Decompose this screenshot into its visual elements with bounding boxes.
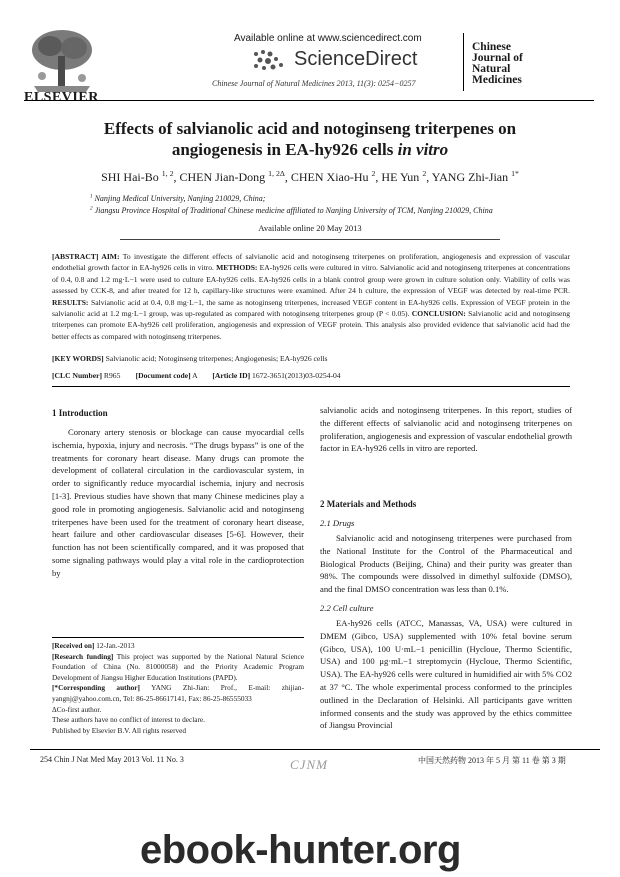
author-list: SHI Hai-Bo $^{1, 2}$, CHEN Jian-Dong $^{1, 2\Delta}$, CHEN Xiao-Hu $^2$, HE Yun $^2$, YANG Zhi-Jian $^{1*}$ [101, 169, 519, 184]
available-online-link[interactable]: Available online at www.sciencedirect.com [234, 33, 422, 44]
abstract: [ABSTRACT] AIM: To investigate the different effects of salvianolic acid and notoginseng triterpenes on proliferation, angiogenesis and expression of vascular endothelial growth factor in EA-hy926 cells in vitro. METHODS: EA-hy926 cells were cultured in vitro. Salvianolic acid and notoginseng triterpenes at concentrations of 0.4, 0.8 and 1.2 mg·L−1 were used to culture EA-hy926 cells. EA-hy926 cells in a blank control group were grown in culture solution only. Viability of cells was assessed by CCK-8, and after treated for 12 h, capillary-like structures were examined. After 24 h culture, the expression of VEGF was detected by real-time PCR. RESULTS: Salvianolic acid at 0.4, 0.8 mg·L−1, the same as notoginseng triterpenes, increased VEGF content in EA-hy926 cells. Expression of VEGF protein in the salvianolic acid at 1.2 mg·L−1 group, was up-regulated as compared with notoginseng triterpenes group (P < 0.05). CONCLUSION: Salvianolic acid and notoginseng triterpenes can promote EA-hy926 cell proliferation, angiogenesis and expression of VEGF protein. This analysis also provided evidence that salvianolic acid had the better effects as compared with notoginseng triterpenes. [52, 252, 571, 341]
methods-heading: 2 Materials and Methods [320, 499, 417, 509]
abstract-top-rule [120, 239, 500, 240]
journal-citation: Chinese Journal of Natural Medicines 2013, 11(3): 0254−0257 [212, 79, 416, 88]
elsevier-tree-logo [26, 26, 98, 94]
abstract-bottom-rule [52, 386, 570, 387]
available-online-date: Available online 20 May 2013 [258, 223, 362, 233]
watermark-text: ebook-hunter.org [140, 828, 461, 872]
footer-rule [30, 749, 600, 750]
footnote-rule [52, 637, 304, 638]
sciencedirect-dots-icon [250, 48, 290, 72]
publisher-name: ELSEVIER [24, 90, 99, 105]
cell-culture-heading: 2.2 Cell culture [320, 603, 374, 613]
article-title: Effects of salvianolic acid and notoginseng triterpenes on angiogenesis in EA-hy926 cells in vitro [103, 119, 517, 159]
cell-culture-text: EA-hy926 cells (ATCC, Manassas, VA, USA) were cultured in DMEM (Gibco, USA) supplemented with 10% fetal bovine serum (Gibco, USA), 100 U·mL−1 penicillin (Hycloue, Thermo Scientific, USA) and 100 μg·mL−1 streptomycin (Hycloue, Thermo Scientific, USA). The EA-hy926 cells were cultured in humidified air with 5% CO2 at 37 °C. The whole experimental process conformed to the principles outlined in the Declaration of Helsinki. All participants gave written informed consents and the study was approved by the ethics committee of Jiangsu Provincial [320, 618, 572, 731]
cjnm-logo: CJNM [290, 757, 328, 772]
introduction-heading: 1 Introduction [52, 408, 108, 418]
drugs-heading: 2.1 Drugs [320, 518, 355, 528]
drugs-text: Salvianolic acid and notoginseng triterpenes were purchased from the National Institute for the Control of the Pharmaceutical and Biological Products (Beijing, China) and their purity was greater than 98%. The compounds were dissolved in dimethyl sulfoxide (DMSO), and the final DMSO concentration was less than 0.1%. [320, 533, 572, 595]
affiliation-2: $^2$ Jiangsu Province Hospital of Traditional Chinese medicine affiliated to Nanjing University of TCM, Nanjing 210029, China [90, 205, 493, 215]
journal-name: Chinese Journal of Natural Medicines [472, 41, 523, 86]
sciencedirect-logo-text: ScienceDirect [294, 48, 418, 70]
classification-line: [CLC Number] R965 [Document code] A [Article ID] 1672-3651(2013)03-0254-04 [52, 371, 341, 380]
header-rule [24, 100, 594, 101]
footer-citation-left: 254 Chin J Nat Med May 2013 Vol. 11 No. 3 [40, 755, 184, 764]
footer-citation-right: 中国天然药物 2013 年 5 月 第 11 卷 第 3 期 [418, 756, 566, 765]
introduction-continued: salvianolic acids and notoginseng triterpenes. In this report, studies of the different effects of salvianolic acid and notoginseng triterpenes on proliferation, angiogenesis and expression of vascular endothelial growth factor in EA-hy926 cells in vitro are reported. [320, 405, 573, 454]
footnotes: [Received on] 12-Jan.-2013 [Research funding] This project was supported by the National Natural Science Foundation of China (No. 81000058) and the Priority Academic Program Development of Jiangsu Higher Education Institutions (PAPD). [*Corresponding author] YANG Zhi-Jian: Prof., E-mail: zhijian-yangnj@yahoo.com.cn, Tel: 86-25-86617141, Fax: 86-25-86555033 ΔCo-first author. These authors have no conflict of interest to declare. Published by Elsevier B.V. All rights reserved [52, 641, 304, 735]
introduction-text: Coronary artery stenosis or blockage can cause myocardial cells ischemia, hypoxia, injury and necrosis. “The drugs bypass” is one of the treatments for coronary heart disease. Many drugs can promote the development of collateral circulation in the cardiovascular system, in order to significantly reduce myocardial ischemia, injury and necrosis [1-3]. Previous studies have shown that many Chinese medicines play a good role in promoting angiogenesis. Salvianolic acid and notoginseng triterpenes have been used for the treatment of coronary heart disease, heart failure and other cardiovascular diseases [5-6]. However, their function has not been scientifically compared, and it was proposed that some signaling pathways would play a vital role in the cardioprotection by [52, 427, 304, 578]
affiliation-1: $^1$ Nanjing Medical University, Nanjing 210029, China; [90, 193, 266, 203]
keywords: [KEY WORDS] Salvianolic acid; Notoginseng triterpenes; Angiogenesis; EA-hy926 cells [52, 354, 328, 363]
